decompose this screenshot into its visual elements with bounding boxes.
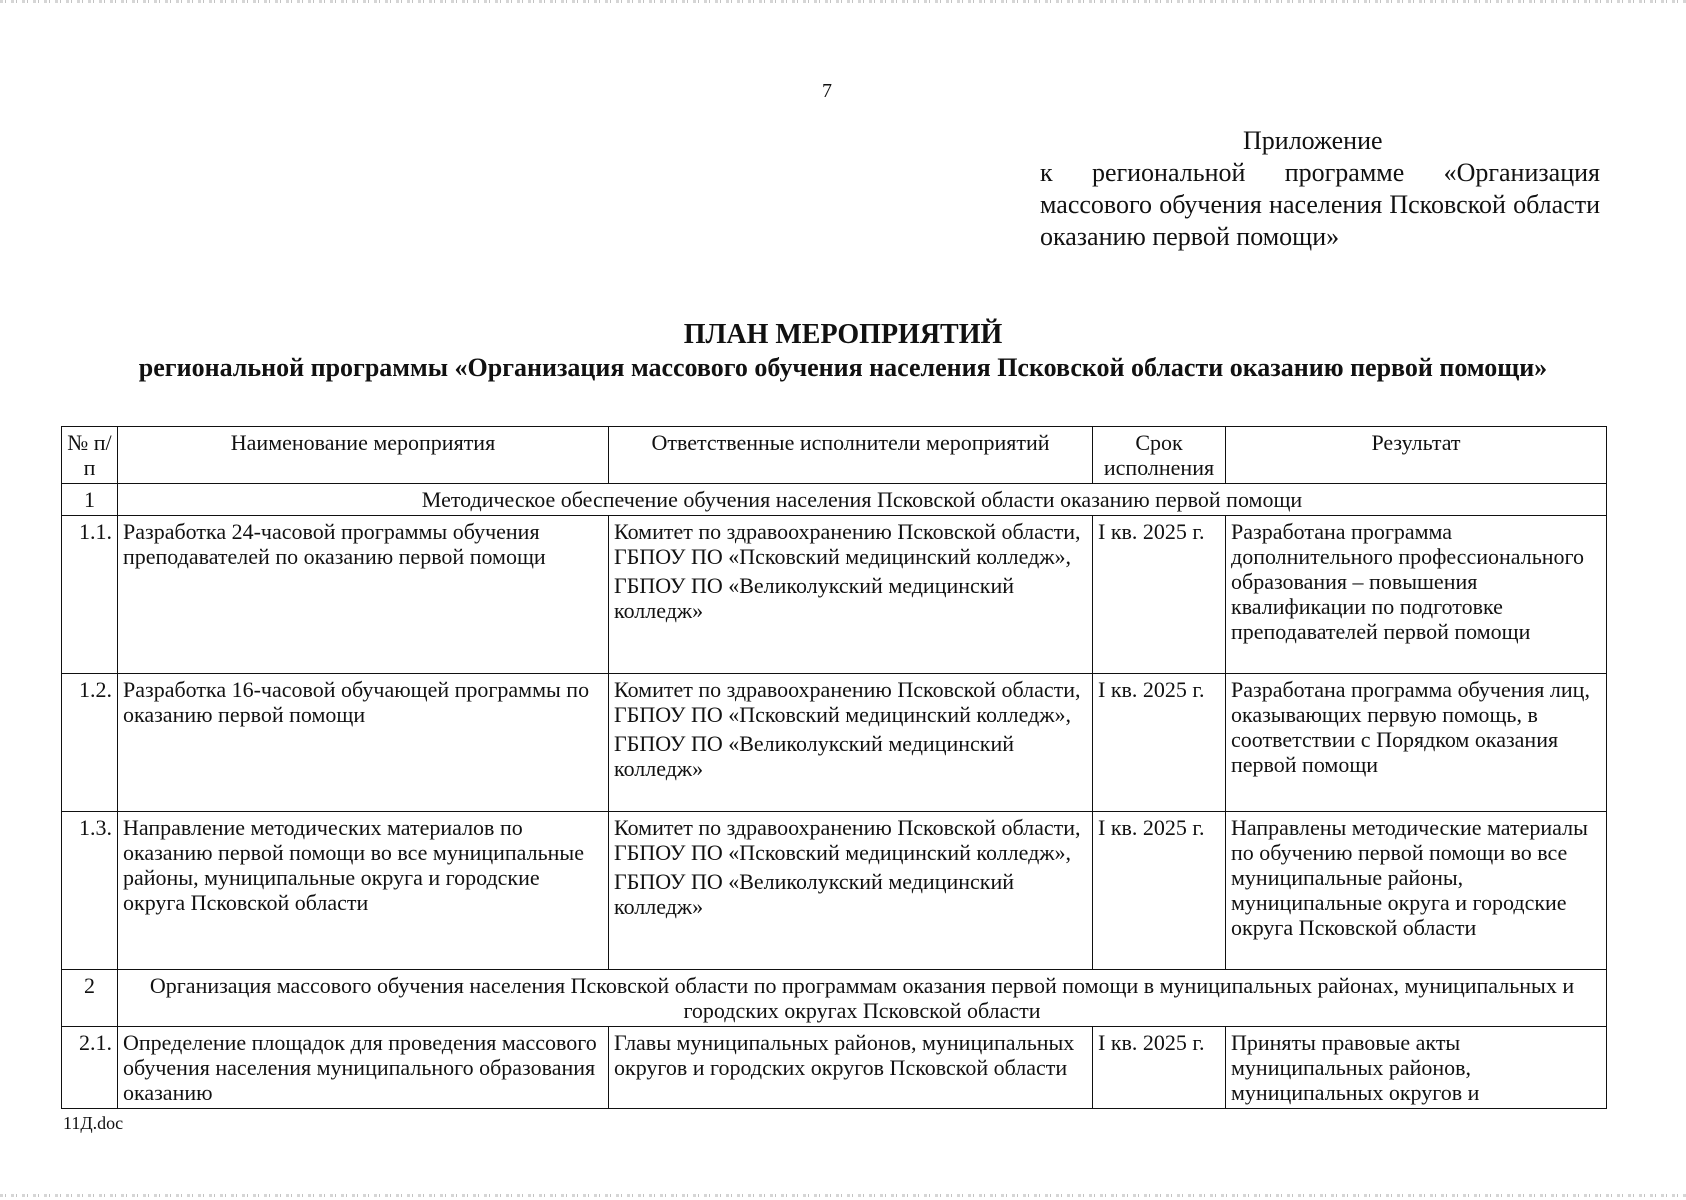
table-row [62, 674, 1607, 812]
row-result: Направлены методические материалы по обучению первой помощи во все муниципальные районы, муниципальные округа и городские округа Псковской области [1226, 812, 1607, 970]
row-num: 1.3. [62, 812, 118, 970]
header-term: Срок исполнения [1093, 427, 1226, 484]
table-header-row [62, 427, 1607, 484]
section-num: 2 [62, 970, 118, 1027]
header-result: Результат [1226, 427, 1607, 484]
row-name: Определение площадок для проведения массового обучения населения муниципального образования оказанию [118, 1027, 609, 1109]
row-result: Разработана программа обучения лиц, оказывающих первую помощь, в соответствии с Порядком оказания первой помощи [1226, 674, 1607, 812]
row-result: Приняты правовые акты муниципальных районов, муниципальных округов и [1226, 1027, 1607, 1109]
row-num: 2.1. [62, 1027, 118, 1109]
header-name: Наименование мероприятия [118, 427, 609, 484]
row-term: I кв. 2025 г. [1093, 1027, 1226, 1109]
plan-table [61, 426, 1607, 1109]
footer-filename: 11Д.doc [63, 1113, 124, 1133]
section-row-2 [62, 970, 1607, 1027]
header-responsible: Ответственные исполнители мероприятий [609, 427, 1093, 484]
appendix-body: к региональной программе «Организация массового обучения населения Псковской области оказанию первой помощи» [1040, 158, 1600, 251]
row-term: I кв. 2025 г. [1093, 812, 1226, 970]
scan-edge-bottom [0, 1194, 1686, 1197]
responsible-line: ГБПОУ ПО «Великолукский медицинский колледж» [614, 869, 1015, 919]
responsible-line: Комитет по здравоохранению Псковской области, ГБПОУ ПО «Псковский медицинский колледж», [614, 519, 1081, 569]
table-row [62, 516, 1607, 674]
section-title: Организация массового обучения населения Псковской области по программам оказания первой помощи в муниципальных районах, муниципальных и городских округах Псковской области [118, 970, 1607, 1027]
appendix-title: Приложение [1243, 126, 1383, 155]
plan-heading [120, 318, 1566, 384]
row-name: Направление методических материалов по оказанию первой помощи во все муниципальные районы, муниципальные округа и городские округа Псковской области [118, 812, 609, 970]
section-num: 1 [62, 484, 118, 516]
table-row [62, 812, 1607, 970]
row-responsible [609, 674, 1093, 812]
plan-title: ПЛАН МЕРОПРИЯТИЙ [683, 319, 1003, 350]
appendix-block [1040, 125, 1600, 253]
row-term: I кв. 2025 г. [1093, 516, 1226, 674]
responsible-line: Комитет по здравоохранению Псковской области, ГБПОУ ПО «Псковский медицинский колледж», [614, 815, 1081, 865]
scan-edge-top [0, 0, 1686, 3]
row-responsible: Главы муниципальных районов, муниципальных округов и городских округов Псковской области [609, 1027, 1093, 1109]
responsible-line: ГБПОУ ПО «Великолукский медицинский колледж» [614, 573, 1015, 623]
responsible-line: Комитет по здравоохранению Псковской области, ГБПОУ ПО «Псковский медицинский колледж», [614, 677, 1081, 727]
page-number: 7 [822, 80, 832, 102]
row-term: I кв. 2025 г. [1093, 674, 1226, 812]
table-row [62, 1027, 1607, 1109]
row-name: Разработка 16-часовой обучающей программы по оказанию первой помощи [118, 674, 609, 812]
header-num: № п/п [62, 427, 118, 484]
row-result: Разработана программа дополнительного профессионального образования – повышения квалификации по подготовке преподавателей первой помощи [1226, 516, 1607, 674]
plan-subtitle: региональной программы «Организация массового обучения населения Псковской области оказанию первой помощи» [138, 353, 1548, 382]
row-num: 1.2. [62, 674, 118, 812]
row-name: Разработка 24-часовой программы обучения преподавателей по оказанию первой помощи [118, 516, 609, 674]
responsible-line: ГБПОУ ПО «Великолукский медицинский колледж» [614, 731, 1015, 781]
row-responsible [609, 812, 1093, 970]
section-title: Методическое обеспечение обучения населения Псковской области оказанию первой помощи [118, 484, 1607, 516]
row-responsible [609, 516, 1093, 674]
section-row-1 [62, 484, 1607, 516]
row-num: 1.1. [62, 516, 118, 674]
